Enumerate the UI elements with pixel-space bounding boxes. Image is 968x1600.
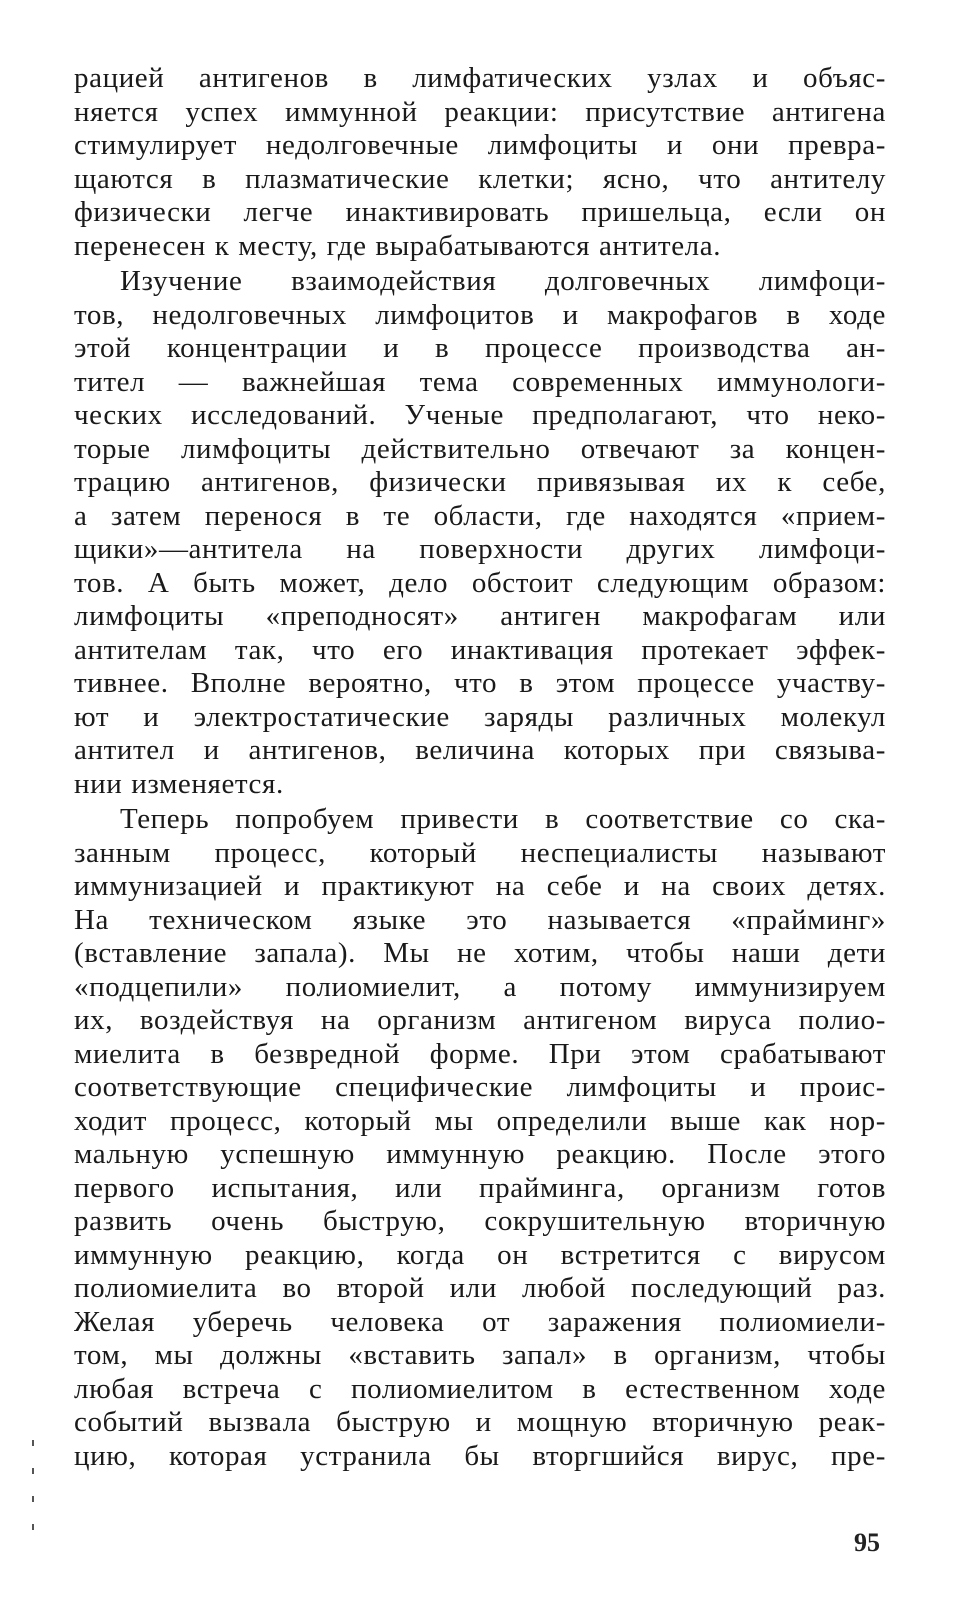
- text-line: иммунную реакцию, когда он встретится с вирусом: [74, 1238, 886, 1271]
- text-line: тител — важнейшая тема современных иммунологи-: [74, 365, 886, 398]
- text-line: развить очень быструю, сокрушительную вторичную: [74, 1205, 886, 1237]
- text-line: занным процесс, который неспециалисты называют: [74, 836, 886, 869]
- text-line: ческих исследований. Ученые предполагают, что неко-: [74, 399, 886, 431]
- text-line: соответствующие специфические лимфоциты и проис-: [74, 1071, 886, 1103]
- text-line: торые лимфоциты действительно отвечают за концен-: [74, 432, 886, 465]
- text-line: (вставление запала). Мы не хотим, чтобы наши дети: [74, 937, 886, 969]
- text-line: Теперь попробуем привести в соответствие со ска-: [120, 803, 886, 835]
- margin-mark: [32, 1524, 34, 1530]
- text-line: антителам так, что его инактивация протекает эффек-: [74, 633, 886, 666]
- text-line: ходит процесс, который мы определили выше как нор-: [74, 1104, 886, 1137]
- text-line: а затем перенося в те области, где находятся «прием-: [74, 499, 886, 532]
- margin-mark: [32, 1440, 34, 1446]
- text-line: щики»—антитела на поверхности других лимфоци-: [74, 533, 886, 565]
- margin-marks: [32, 1440, 38, 1552]
- text-line: На техническом языке это называется «прайминг»: [74, 903, 886, 936]
- text-line: тов, недолговечных лимфоцитов и макрофагов в ходе: [74, 298, 886, 331]
- text-line: любая встреча с полиомиелитом в естественном ходе: [74, 1372, 886, 1405]
- text-line: миелита в безвредной форме. При этом срабатывают: [74, 1037, 886, 1070]
- text-line: первого испытания, или прайминга, организм готов: [74, 1171, 886, 1204]
- text-line: полиомиелита во второй или любой последующий раз.: [74, 1272, 886, 1304]
- text-line: няется успех иммунной реакции: присутствие антигена: [74, 95, 886, 128]
- margin-mark: [32, 1468, 34, 1474]
- text-line: антител и антигенов, величина которых при связыва-: [74, 734, 886, 766]
- text-line: стимулирует недолговечные лимфоциты и они превра-: [74, 129, 886, 161]
- text-line: Изучение взаимодействия долговечных лимфоци-: [120, 265, 886, 297]
- text-line: ют и электростатические заряды различных молекул: [74, 700, 886, 733]
- page-number: 95: [854, 1528, 880, 1557]
- text-line: иммунизацией и практикуют на себе и на своих детях.: [74, 870, 886, 902]
- margin-mark: [32, 1496, 34, 1502]
- text-line: событий вызвала быструю и мощную вторичную реак-: [74, 1406, 886, 1438]
- paragraph-1: [74, 62, 886, 263]
- text-line: тивнее. Вполне вероятно, что в этом процессе участву-: [74, 667, 886, 699]
- text-line: Желая уберечь человека от заражения полиомиели-: [74, 1305, 886, 1338]
- text-line: физически легче инактивировать пришельца, если он: [74, 196, 886, 228]
- text-line: щаются в плазматические клетки; ясно, что антителу: [74, 162, 886, 195]
- text-line: их, воздействуя на организм антигеном вируса полио-: [74, 1004, 886, 1036]
- text-line: цию, которая устранила бы вторгшийся вирус, пре-: [74, 1439, 886, 1472]
- page-body: [74, 62, 886, 1473]
- text-line: трацию антигенов, физически привязывая их к себе,: [74, 466, 886, 498]
- text-line: том, мы должны «вставить запал» в организм, чтобы: [74, 1339, 886, 1371]
- text-line: перенесен к месту, где вырабатываются антитела.: [74, 229, 722, 262]
- text-line: нии изменяется.: [74, 767, 284, 800]
- text-line: этой концентрации и в процессе производства ан-: [74, 332, 886, 364]
- paragraph-3: [74, 803, 886, 1473]
- text-line: лимфоциты «преподносят» антиген макрофагам или: [74, 600, 886, 632]
- text-line: рацией антигенов в лимфатических узлах и объяс-: [74, 62, 886, 94]
- text-line: «подцепили» полиомиелит, а потому иммунизируем: [74, 970, 886, 1003]
- text-line: мальную успешную иммунную реакцию. После этого: [74, 1138, 886, 1170]
- text-line: тов. А быть может, дело обстоит следующим образом:: [74, 566, 886, 599]
- paragraph-2: [74, 265, 886, 801]
